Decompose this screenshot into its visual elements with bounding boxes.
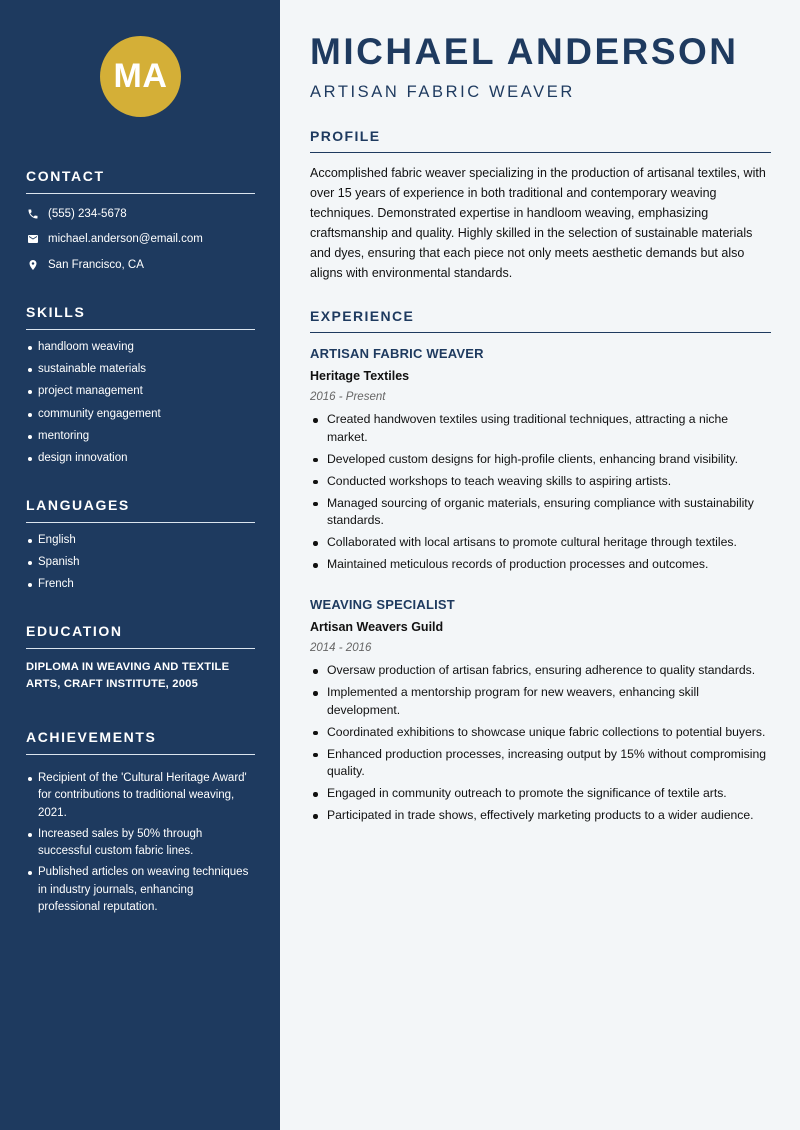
list-item: Created handwoven textiles using traditional techniques, attracting a niche market. — [310, 411, 771, 446]
skills-list — [26, 339, 255, 472]
education-text: DIPLOMA IN WEAVING AND TEXTILE ARTS, CRAFT INSTITUTE, 2005 — [26, 661, 230, 690]
job-dates: 2014 - 2016 — [310, 642, 372, 654]
candidate-name: MICHAEL ANDERSON — [310, 31, 739, 72]
contact-email — [26, 227, 255, 253]
list-item: mentoring — [26, 428, 255, 450]
list-item: Managed sourcing of organic materials, ensuring compliance with sustainability standards. — [310, 495, 771, 530]
languages-section — [26, 497, 255, 599]
list-item: Engaged in community outreach to promote the significance of textile arts. — [310, 785, 771, 803]
experience-heading: EXPERIENCE — [310, 308, 771, 333]
list-item: Coordinated exhibitions to showcase unique fabric collections to potential buyers. — [310, 724, 771, 742]
avatar: MA — [100, 36, 181, 117]
skills-heading: SKILLS — [26, 304, 255, 330]
list-item: Conducted workshops to teach weaving skills to aspiring artists. — [310, 473, 771, 491]
languages-list — [26, 532, 255, 599]
job-bullets — [310, 662, 771, 825]
list-item: Enhanced production processes, increasing output by 15% without compromising quality. — [310, 746, 771, 781]
education-section — [26, 623, 255, 693]
list-item: Maintained meticulous records of production processes and outcomes. — [310, 556, 771, 574]
languages-heading: LANGUAGES — [26, 497, 255, 523]
achievements-list — [26, 770, 255, 916]
list-item: community engagement — [26, 406, 255, 428]
phone-text: (555) 234-5678 — [48, 207, 127, 220]
job-entry — [310, 346, 771, 578]
company-name: Heritage Textiles — [310, 369, 410, 383]
candidate-title: ARTISAN FABRIC WEAVER — [310, 83, 575, 101]
sidebar — [0, 0, 280, 1130]
contact-heading: CONTACT — [26, 168, 255, 194]
map-pin-icon — [26, 258, 39, 271]
list-item: Spanish — [26, 554, 255, 576]
job-bullets — [310, 411, 771, 574]
job-dates: 2016 - Present — [310, 391, 386, 403]
profile-heading: PROFILE — [310, 128, 771, 153]
list-item: handloom weaving — [26, 339, 255, 361]
company-name: Artisan Weavers Guild — [310, 620, 444, 634]
contact-location — [26, 252, 255, 278]
profile-text: Accomplished fabric weaver specializing in the production of artisanal textiles, with over 15 years of experience in both traditional and contemporary weaving techniques. Demonstrated expertise in handloom weaving, emphasizing craftsmanship and quality. Highly skilled in the selection of sustainable materials and dyes, ensuring that each piece not only meets aesthetic demands but also aligns with environmental standards. — [310, 166, 766, 280]
list-item: Implemented a mentorship program for new weavers, enhancing skill development. — [310, 684, 771, 719]
list-item: project management — [26, 383, 255, 405]
list-item: design innovation — [26, 450, 255, 472]
job-title: ARTISAN FABRIC WEAVER — [310, 346, 484, 361]
contact-section — [26, 168, 255, 278]
contact-phone — [26, 201, 255, 227]
list-item: Collaborated with local artisans to promote cultural heritage through textiles. — [310, 534, 771, 552]
skills-section — [26, 304, 255, 472]
list-item: French — [26, 576, 255, 598]
achievements-heading: ACHIEVEMENTS — [26, 729, 255, 755]
list-item: Published articles on weaving techniques in industry journals, enhancing professional reputation. — [26, 864, 255, 916]
job-title: WEAVING SPECIALIST — [310, 597, 455, 612]
list-item: English — [26, 532, 255, 554]
location-text: San Francisco, CA — [48, 258, 144, 271]
list-item: Increased sales by 50% through successful custom fabric lines. — [26, 826, 255, 861]
achievements-section — [26, 729, 255, 920]
list-item: Developed custom designs for high-profile clients, enhancing brand visibility. — [310, 451, 771, 469]
job-entry — [310, 597, 771, 829]
education-heading: EDUCATION — [26, 623, 255, 649]
list-item: Recipient of the 'Cultural Heritage Award' for contributions to traditional weaving, 2021. — [26, 770, 255, 822]
list-item: Oversaw production of artisan fabrics, ensuring adherence to quality standards. — [310, 662, 771, 680]
list-item: Participated in trade shows, effectively marketing products to a wider audience. — [310, 807, 771, 825]
phone-icon — [26, 207, 39, 220]
list-item: sustainable materials — [26, 361, 255, 383]
email-text: michael.anderson@email.com — [48, 233, 203, 246]
envelope-icon — [26, 233, 39, 246]
